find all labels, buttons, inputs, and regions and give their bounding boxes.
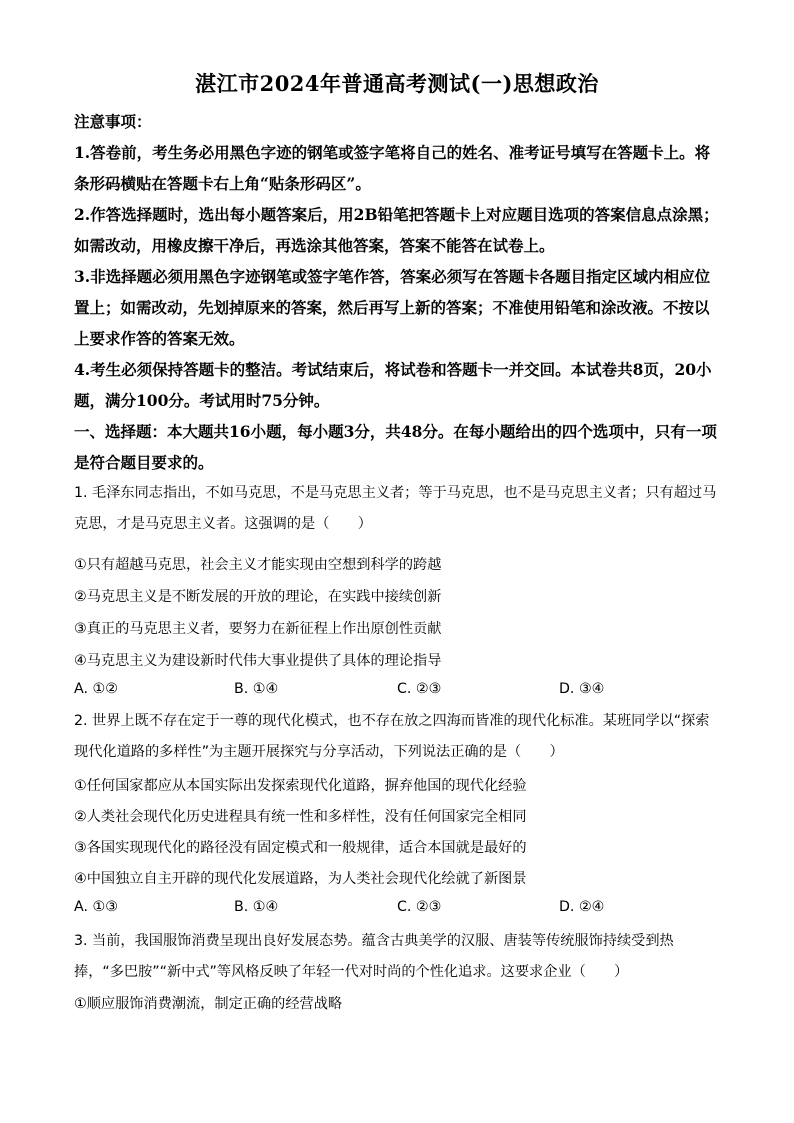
section-heading: 一、选择题：本大题共16小题，每小题3分，共48分。在每小题给出的四个选项中，只有一项是符合题目要求的。 bbox=[74, 422, 717, 472]
question-1-choice-b: B. ①④ bbox=[234, 681, 279, 697]
question-1-option-4: ④马克思主义为建设新时代伟大事业提供了具体的理论指导 bbox=[74, 653, 442, 669]
notice-item-1: 1.答卷前，考生务必用黑色字迹的钢笔或签字笔将自己的姓名、准考证号填写在答题卡上。将条形码横贴在答题卡右上角“贴条形码区”。 bbox=[74, 143, 711, 193]
question-1-option-3: ③真正的马克思主义者，要努力在新征程上作出原创性贡献 bbox=[74, 621, 442, 637]
notice-item-4: 4.考生必须保持答题卡的整洁。考试结束后，将试卷和答题卡一并交回。本试卷共8页，20小题，满分100分。考试用时75分钟。 bbox=[74, 360, 712, 410]
notice-item-3: 3.非选择题必须用黑色字迹钢笔或签字笔作答，答案必须写在答题卡各题目指定区域内相应位置上；如需改动，先划掉原来的答案，然后再写上新的答案；不准使用铅笔和涂改液。不按以上要求作答的答案无效。 bbox=[74, 267, 711, 348]
question-1-choice-d: D. ③④ bbox=[559, 681, 605, 697]
question-2-choice-c: C. ②③ bbox=[397, 899, 442, 915]
question-3-option-1: ①顺应服饰消费潮流，制定正确的经营战略 bbox=[74, 996, 343, 1012]
notice-heading: 注意事项： bbox=[74, 112, 152, 131]
question-2-option-3: ③各国实现现代化的路径没有固定模式和一般规律，适合本国就是最好的 bbox=[74, 840, 527, 856]
question-2-option-2: ②人类社会现代化历史进程具有统一性和多样性，没有任何国家完全相同 bbox=[74, 809, 527, 825]
question-2-stem: 2. 世界上既不存在定于一尊的现代化模式，也不存在放之四海而皆准的现代化标准。某班同学以“探索现代化道路的多样性”为主题开展探究与分享活动，下列说法正确的是（ ） bbox=[74, 713, 710, 760]
question-1-choice-a: A. ①② bbox=[74, 681, 118, 697]
question-2-choice-d: D. ②④ bbox=[559, 899, 605, 915]
page-title: 湛江市2024年普通高考测试(一)思想政治 bbox=[195, 71, 599, 96]
question-1-choice-c: C. ②③ bbox=[397, 681, 442, 697]
question-3-stem: 3. 当前，我国服饰消费呈现出良好发展态势。蕴含古典美学的汉服、唐装等传统服饰持续受到热捧，“多巴胺”“新中式”等风格反映了年轻一代对时尚的个性化追求。这要求企业（ ） bbox=[74, 933, 674, 980]
question-2-option-1: ①任何国家都应从本国实际出发探索现代化道路，摒弃他国的现代化经验 bbox=[74, 778, 527, 794]
notice-item-2: 2.作答选择题时，选出每小题答案后，用2B铅笔把答题卡上对应题目选项的答案信息点涂黑；如需改动，用橡皮擦干净后，再选涂其他答案，答案不能答在试卷上。 bbox=[74, 205, 719, 255]
question-2-choices bbox=[74, 899, 734, 921]
question-2-option-4: ④中国独立自主开辟的现代化发展道路，为人类社会现代化绘就了新图景 bbox=[74, 871, 527, 887]
question-1-option-1: ①只有超越马克思，社会主义才能实现由空想到科学的跨越 bbox=[74, 557, 442, 573]
question-2-choice-b: B. ①④ bbox=[234, 899, 279, 915]
question-1-option-2: ②马克思主义是不断发展的开放的理论，在实践中接续创新 bbox=[74, 589, 442, 605]
question-1-choices bbox=[74, 681, 734, 703]
question-2-choice-a: A. ①③ bbox=[74, 899, 118, 915]
question-1-stem: 1. 毛泽东同志指出，不如马克思，不是马克思主义者；等于马克思，也不是马克思主义者；只有超过马克思，才是马克思主义者。这强调的是（ ） bbox=[74, 485, 717, 532]
